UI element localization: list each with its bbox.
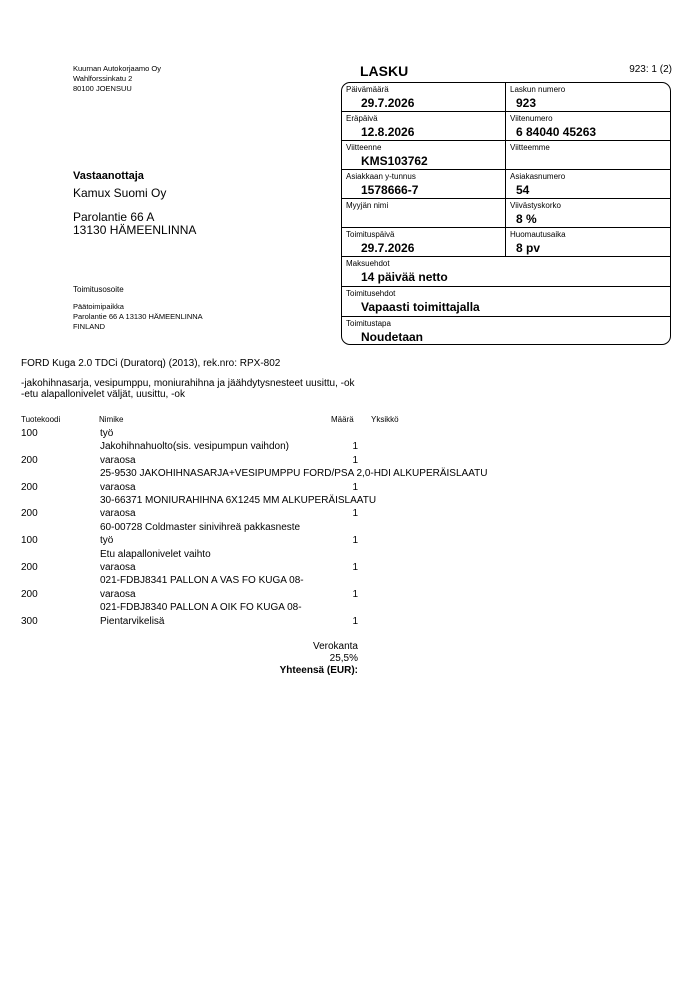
table-row <box>0 588 692 601</box>
delivery-date-label: Toimituspäivä <box>346 230 395 239</box>
vehicle-notes <box>21 378 355 400</box>
item-code: 100 <box>21 428 38 439</box>
sender-street: Wahlforssinkatu 2 <box>73 74 133 83</box>
recipient-address <box>73 211 196 237</box>
sender-name: Kuurnan Autokorjaamo Oy <box>73 64 161 73</box>
recipient-name: Kamux Suomi Oy <box>73 186 167 200</box>
vat-value: 25,5% <box>329 653 358 664</box>
customer-number-cell <box>506 170 670 198</box>
item-quantity: 1 <box>352 454 358 466</box>
delivery-terms-value: Vapaasti toimittajalla <box>361 300 480 314</box>
date-value: 29.7.2026 <box>361 96 415 110</box>
delivery-line3: FINLAND <box>73 322 106 331</box>
notice-period-cell <box>506 228 670 256</box>
vehicle-note: -etu alapallonivelet väljät, uusittu, -ok <box>21 389 185 400</box>
reference-number-label: Viitenumero <box>510 114 553 123</box>
vehicle-line: FORD Kuga 2.0 TDCi (Duratorq) (2013), rek.nro: RPX-802 <box>21 358 281 369</box>
item-name: Jakohihnahuolto(sis. vesipumpun vaihdon) <box>100 441 290 453</box>
invoice-number-value: 923 <box>516 96 537 110</box>
vat-label: Verokanta <box>312 641 358 652</box>
info-row <box>342 287 670 317</box>
item-name: 25-9530 JAKOHIHNASARJA+VESIPUMPPU FORD/PSA 2,0-HDI ALKUPERÄISLAATU <box>100 468 488 480</box>
column-header-quantity: Määrä <box>331 415 354 424</box>
item-name: Etu alapallonivelet vaihto <box>100 548 211 560</box>
table-row <box>0 481 692 494</box>
sender-city: 80100 JOENSUU <box>73 84 132 93</box>
item-code: 200 <box>21 508 38 520</box>
info-row <box>342 199 670 228</box>
due-date-label: Eräpäivä <box>346 114 378 123</box>
info-row <box>342 112 670 141</box>
item-code: 200 <box>21 562 38 573</box>
penalty-interest-value: 8 % <box>516 212 537 226</box>
table-row <box>0 574 692 587</box>
penalty-interest-cell <box>506 199 670 227</box>
table-row <box>0 615 692 628</box>
our-reference-label: Viitteemme <box>510 143 550 152</box>
seller-name-cell <box>342 199 506 227</box>
item-quantity: 1 <box>352 441 358 453</box>
delivery-terms-cell <box>342 287 670 316</box>
invoice-number-label: Laskun numero <box>510 85 566 94</box>
item-name: varaosa <box>100 588 136 600</box>
table-row <box>0 601 692 614</box>
item-code: 100 <box>21 535 38 547</box>
reference-number-cell <box>506 112 670 140</box>
table-row <box>0 440 692 453</box>
your-reference-label: Viitteenne <box>346 143 382 152</box>
business-id-value: 1578666-7 <box>361 183 419 197</box>
item-quantity: 1 <box>352 562 358 573</box>
customer-number-value: 54 <box>516 183 530 197</box>
notice-period-value: 8 pv <box>516 241 541 255</box>
your-reference-value: KMS103762 <box>361 154 428 168</box>
item-name: työ <box>100 535 114 547</box>
date-cell <box>342 83 506 111</box>
item-name: työ <box>100 428 114 439</box>
item-code: 200 <box>21 454 38 466</box>
table-row <box>0 507 692 520</box>
date-label: Päivämäärä <box>346 85 389 94</box>
delivery-line1: Päätoimipaikka <box>73 302 124 311</box>
business-id-label: Asiakkaan y-tunnus <box>346 172 416 181</box>
info-row <box>342 141 670 170</box>
info-row <box>342 83 670 112</box>
delivery-method-value: Noudetaan <box>361 330 424 344</box>
item-name: varaosa <box>100 508 136 520</box>
total-label: Yhteensä (EUR): <box>279 665 358 676</box>
totals-block <box>280 641 358 677</box>
column-header-unit: Yksikkö <box>371 415 399 424</box>
item-name: Pientarvikelisä <box>100 615 165 627</box>
delivery-method-cell <box>342 317 670 346</box>
recipient-heading: Vastaanottaja <box>73 170 144 182</box>
reference-number-value: 6 84040 45263 <box>516 125 597 139</box>
customer-number-label: Asiakasnumero <box>510 172 566 181</box>
item-quantity: 1 <box>352 615 358 627</box>
invoice-number-cell <box>506 83 670 111</box>
column-header-name: Nimike <box>99 415 124 424</box>
vehicle-note: -jakohihnasarja, vesipumppu, moniurahihna ja jäähdytysnesteet uusittu, -ok <box>21 378 355 389</box>
delivery-terms-label: Toimitusehdot <box>346 289 396 298</box>
item-name: 021-FDBJ8340 PALLON A OIK FO KUGA 08- <box>100 602 302 614</box>
item-quantity: 1 <box>352 535 358 547</box>
item-quantity: 1 <box>352 588 358 600</box>
due-date-value: 12.8.2026 <box>361 125 415 139</box>
your-reference-cell <box>342 141 506 169</box>
recipient-city: 13130 HÄMEENLINNA <box>73 223 197 237</box>
recipient-street: Parolantie 66 A <box>73 210 155 224</box>
item-name: 60-00728 Coldmaster sinivihreä pakkasneste <box>100 521 301 533</box>
info-row <box>342 170 670 199</box>
item-name: 30-66371 MONIURAHIHNA 6X1245 MM ALKUPERÄISLAATU <box>100 495 377 506</box>
penalty-interest-label: Viivästyskorko <box>510 201 561 210</box>
payment-terms-value: 14 päivää netto <box>361 270 448 284</box>
table-row <box>0 521 692 534</box>
table-row <box>0 427 692 440</box>
due-date-cell <box>342 112 506 140</box>
notice-period-label: Huomautusaika <box>510 230 566 239</box>
payment-terms-cell <box>342 257 670 286</box>
table-row <box>0 534 692 547</box>
item-code: 200 <box>21 588 38 600</box>
payment-terms-label: Maksuehdot <box>346 259 390 268</box>
table-row <box>0 467 692 480</box>
table-row <box>0 548 692 561</box>
column-header-code: Tuotekoodi <box>21 415 61 424</box>
delivery-method-label: Toimitustapa <box>346 319 391 328</box>
item-quantity: 1 <box>352 481 358 493</box>
sender-block <box>73 64 161 94</box>
delivery-date-cell <box>342 228 506 256</box>
item-code: 300 <box>21 615 38 627</box>
delivery-date-value: 29.7.2026 <box>361 241 415 255</box>
table-row <box>0 494 692 507</box>
business-id-cell <box>342 170 506 198</box>
item-name: varaosa <box>100 454 136 466</box>
info-row <box>342 228 670 257</box>
delivery-line2: Parolantie 66 A 13130 HÄMEENLINNA <box>73 312 203 321</box>
document-title: LASKU <box>360 63 409 79</box>
seller-name-label: Myyjän nimi <box>346 201 389 210</box>
table-row <box>0 561 692 574</box>
table-row <box>0 454 692 467</box>
invoice-info-box <box>341 82 671 345</box>
delivery-heading: Toimitusosoite <box>73 285 124 294</box>
delivery-address <box>73 302 203 332</box>
item-quantity: 1 <box>352 508 358 520</box>
item-name: 021-FDBJ8341 PALLON A VAS FO KUGA 08- <box>100 575 304 587</box>
item-code: 200 <box>21 481 38 493</box>
item-name: varaosa <box>100 562 136 573</box>
our-reference-cell <box>506 141 670 169</box>
item-name: varaosa <box>100 481 136 493</box>
page-number: 923: 1 (2) <box>629 64 672 75</box>
info-row <box>342 257 670 287</box>
info-row <box>342 317 670 346</box>
